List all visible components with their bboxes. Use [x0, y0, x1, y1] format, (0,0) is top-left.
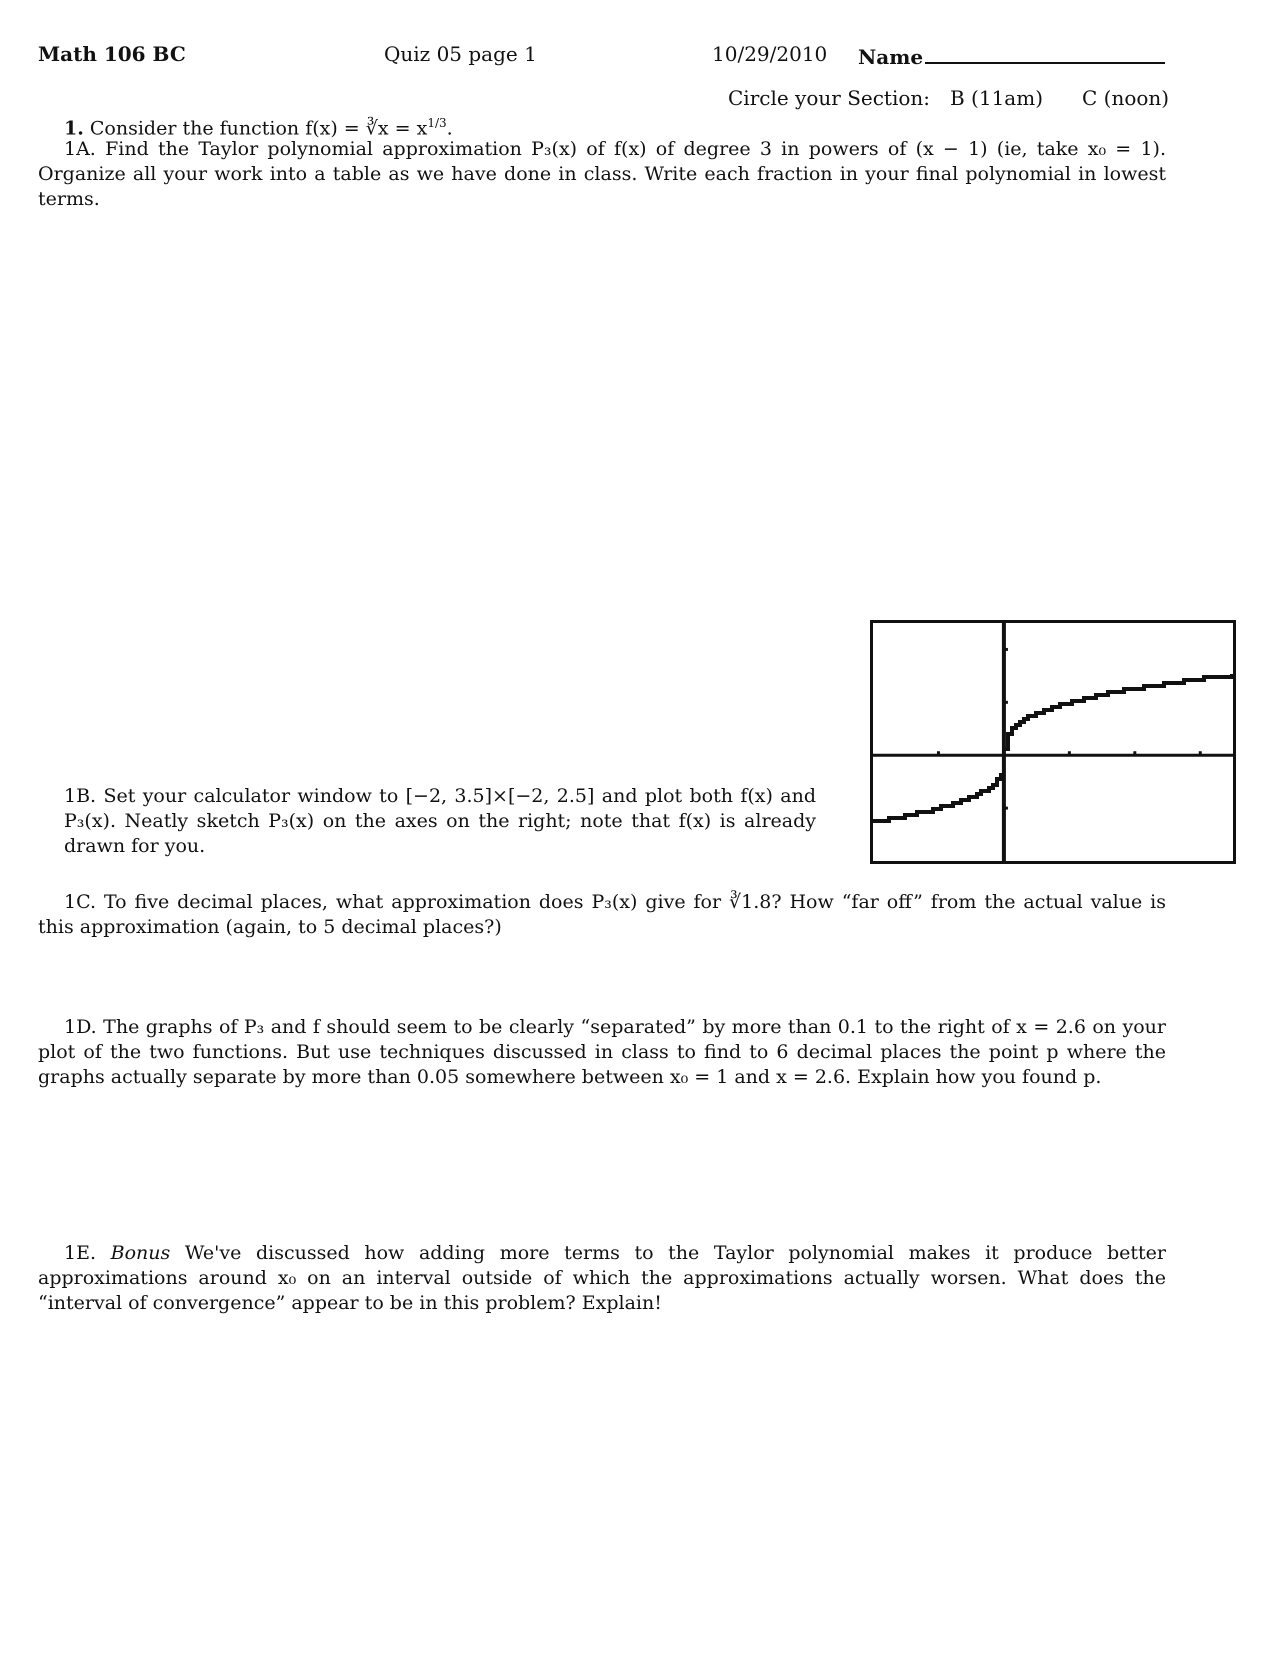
question-1e [38, 1241, 1166, 1316]
f-curve-negative-branch [873, 773, 1001, 821]
question-1d-label: 1D. [64, 1016, 97, 1038]
section-option-b[interactable]: B (11am) [950, 86, 1043, 110]
name-label: Name [858, 45, 924, 69]
question-1-end: . [446, 117, 453, 140]
quiz-date: 10/29/2010 [712, 42, 828, 66]
section-option-c[interactable]: C (noon) [1082, 86, 1170, 110]
graph-frame [870, 620, 1236, 864]
bonus-label: Bonus [110, 1242, 171, 1264]
question-1a-label: 1A. [64, 138, 96, 160]
question-1c [38, 890, 1166, 940]
question-1-text: Consider the function f(x) = ∛x = x [89, 117, 428, 140]
name-field[interactable] [858, 42, 1165, 69]
question-1c-label: 1C. [64, 891, 96, 913]
question-number: 1. [64, 117, 84, 140]
question-1d [38, 1015, 1166, 1090]
question-1e-label: 1E. [64, 1242, 96, 1264]
question-1d-text: The graphs of P₃ and f should seem to be clearly “separated” by more than 0.1 to the right of x = 2.6 on your plot of the two functions. But use techniques discussed in class to find to 6 decimal places the point p where the graphs actually separate by more than 0.05 somewhere between x₀ = 1 and x = 2.6. Explain how you found p. [38, 1016, 1166, 1088]
question-1c-text: To five decimal places, what approximation does P₃(x) give for ∛1.8? How “far off” from the actual value is this approximation (again, to 5 decimal places?) [38, 891, 1166, 938]
course-title: Math 106 BC [38, 42, 186, 66]
exponent: 1/3 [427, 116, 447, 130]
cube-root-graph [873, 623, 1233, 861]
section-label: Circle your Section: [728, 86, 931, 110]
question-1e-text: We've discussed how adding more terms to the Taylor polynomial makes it produce better approximations around x₀ on an interval outside of which the approximations actually worsen. What does the “interval of convergence” appear to be in this problem? Explain! [38, 1242, 1167, 1314]
question-1b [64, 784, 816, 859]
quiz-title: Quiz 05 page 1 [384, 42, 537, 66]
question-1a [38, 137, 1166, 212]
f-curve-positive-branch [1004, 674, 1232, 749]
question-1b-text: Set your calculator window to [−2, 3.5]×[−2, 2.5] and plot both f(x) and P₃(x). Neatly sketch P₃(x) on the axes on the right; note that f(x) is already drawn for you. [64, 785, 816, 857]
name-blank-line[interactable] [925, 42, 1165, 64]
question-1a-text: Find the Taylor polynomial approximation P₃(x) of f(x) of degree 3 in powers of (x − 1) (ie, take x₀ = 1). Organize all your work into a table as we have done in class. Write each fraction in your final polynomial in lowest terms. [38, 138, 1166, 210]
question-1b-label: 1B. [64, 785, 97, 807]
